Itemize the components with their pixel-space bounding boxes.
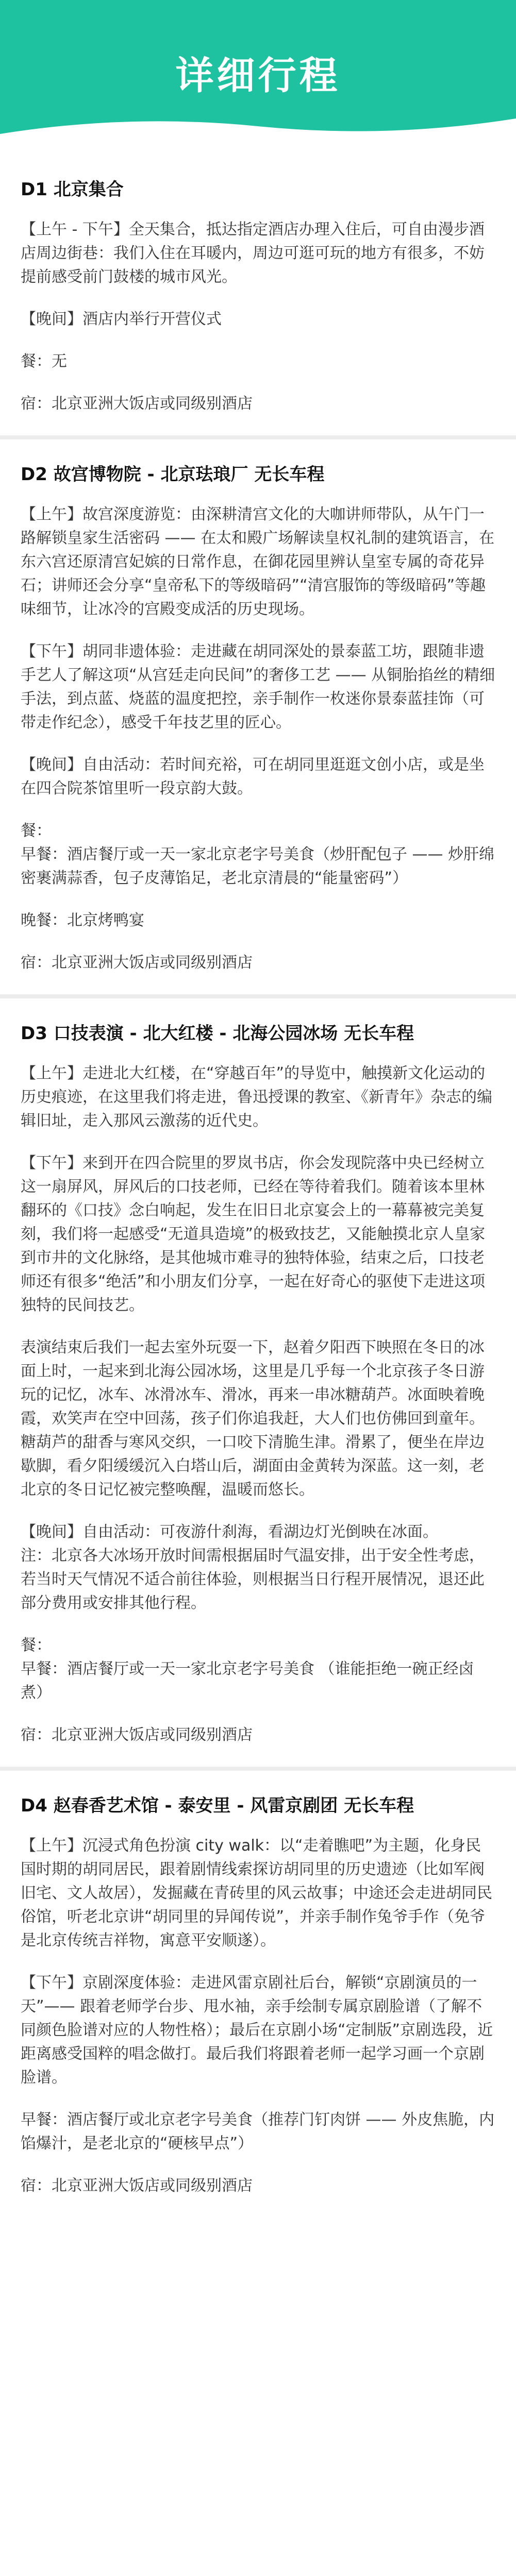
day-paragraph: 【晚间】自由活动：可夜游什刹海，看湖边灯光倒映在冰面。 注：北京各大冰场开放时间需根据届时气温安排，出于安全性考虑，若当时天气情况不适合前往体验，则根据当日行程开展情况，退还此部分费用或安排其他行程。 <box>21 1523 485 1612</box>
day-paragraph: 表演结束后我们一起去室外玩耍一下，赵着夕阳西下映照在冬日的冰面上时，一起来到北海公园冰场，这里是几乎每一个北京孩子冬日游玩的记忆，冰车、冰滑冰车、滑冰，再来一串冰糖葫芦。冰面映着晚霞，欢笑声在空中回荡，孩子们你追我赶，大人们也仿佛回到童年。糖葫芦的甜香与寒风交织，一口咬下清脆生津。滑累了，便坐在岸边歇脚，看夕阳缓缓沉入白塔山后，湖面由金黄转为深蓝。这一刻，老北京的冬日记忆被完整唤醒，温暖而悠长。 <box>21 1338 485 1499</box>
day-paragraph: 【晚间】自由活动：若时间充裕，可在胡同里逛逛文创小店，或是坐在四合院茶馆里听一段京韵大鼓。 <box>21 756 485 798</box>
day-paragraph: 【下午】京剧深度体验：走进风雷京剧社后台，解锁“京剧演员的一天”—— 跟着老师学台步、甩水袖，亲手绘制专属京剧脸谱（了解不同颜色脸谱对应的人物性格）；最后在京剧小场“定制版”京剧选段，近距离感受国粹的唱念做打。最后我们将跟着老师一起学习画一个京剧脸谱。 <box>21 1974 493 2087</box>
day-paragraph: 晚餐：北京烤鸭宴 <box>21 911 144 929</box>
page-header <box>0 0 516 155</box>
day-paragraph: 【上午】沉浸式角色扮演 city walk：以“走着瞧吧”为主题，化身民国时期的胡同居民，跟着剧情线索探访胡同里的历史遗迹（比如军阀旧宅、文人故居），发掘藏在青砖里的风云故事；中途还会走进胡同民俗馆，听老北京讲“胡同里的异闻传说”，并亲手制作兔爷手作（免爷是北京传统吉祥物，寓意平安顺遂）。 <box>21 1837 492 1950</box>
day-paragraph: 【上午 - 下午】全天集合，抵达指定酒店办理入住后，可自由漫步酒店周边街巷：我们入住在耳暖内，周边可逛可玩的地方有很多，不妨提前感受前门鼓楼的城市风光。 <box>21 221 485 286</box>
day-paragraph: 【上午】故宫深度游览：由深耕清宫文化的大咖讲师带队，从午门一路解锁皇家生活密码 —— 在太和殿广场解读皇权礼制的建筑语言，在东六宫还原清宫妃嫔的日常作息，在御花园里辨认皇室专属的奇花异石；讲师还会分享“皇帝私下的等级暗码”“清宫服饰的等级暗码”等趣味细节，让冰冷的宫殿变成活的历史现场。 <box>21 505 495 618</box>
day-heading: D1 北京集合 <box>21 179 124 200</box>
day-section-4 <box>21 1791 495 2198</box>
itinerary-content <box>0 155 516 2198</box>
day-paragraph: 餐： 早餐：酒店餐厅或一天一家北京老字号美食（炒肝配包子 —— 炒肝绵密裹满蒜香，包子皮薄馅足，老北京清晨的“能量密码”） <box>21 822 495 887</box>
day-paragraph: 餐：无 <box>21 352 67 370</box>
section-divider <box>0 435 516 439</box>
day-paragraph: 宿：北京亚洲大饭店或同级别酒店 <box>21 395 253 413</box>
day-paragraph: 宿：北京亚洲大饭店或同级别酒店 <box>21 954 253 972</box>
day-paragraph: 餐： 早餐：酒店餐厅或一天一家北京老字号美食 （谁能拒绝一碗正经卤煮） <box>21 1636 474 1702</box>
day-section-3 <box>21 1019 495 1747</box>
day-heading: D2 故宫博物院 - 北京珐琅厂 无长车程 <box>21 464 325 485</box>
page-title: 详细行程 <box>175 54 341 98</box>
day-paragraph: 【晚间】酒店内举行开营仪式 <box>21 310 222 328</box>
section-divider <box>0 994 516 998</box>
day-paragraph: 【上午】走进北大红楼，在“穿越百年”的导览中，触摸新文化运动的历史痕迹，在这里我们将走进，鲁迅授课的教室、《新青年》杂志的编辑旧址，走入那风云激荡的近代史。 <box>21 1064 492 1130</box>
day-section-2 <box>21 460 495 975</box>
day-section-1 <box>21 175 495 416</box>
day-heading: D3 口技表演 - 北大红楼 - 北海公园冰场 无长车程 <box>21 1023 414 1044</box>
day-paragraph: 【下午】来到开在四合院里的罗岚书店，你会发现院落中央已经树立这一扇屏风，屏风后的口技老师，已经在等待着我们。随着该本里林翻环的《口技》念白响起，发生在旧日北京宴会上的一幕幕被完美复刻，我们将一起感受“无道具造境”的极致技艺，又能触摸北京人皇家到市井的文化脉络，是其他城市难寻的独特体验，结束之后，口技老师还有很多“绝活”和小朋友们分享，一起在好奇心的驱使下走进这项独特的民间技艺。 <box>21 1154 486 1314</box>
day-paragraph: 早餐：酒店餐厅或北京老字号美食（推荐门钉肉饼 —— 外皮焦脆，内馅爆汁，是老北京的“硬核早点”） <box>21 2111 495 2153</box>
section-divider <box>0 1767 516 1771</box>
day-paragraph: 宿：北京亚洲大饭店或同级别酒店 <box>21 1726 253 1744</box>
header-wave-decoration <box>0 98 516 155</box>
day-paragraph: 宿：北京亚洲大饭店或同级别酒店 <box>21 2177 253 2195</box>
day-paragraph: 【下午】胡同非遗体验：走进藏在胡同深处的景泰蓝工坊，跟随非遗手艺人了解这项“从宫廷走向民间”的奢侈工艺 —— 从铜胎掐丝的精细手法，到点蓝、烧蓝的温度把控，亲手制作一枚迷你景泰蓝挂饰（可带走作纪念），感受千年技艺里的匠心。 <box>21 642 495 732</box>
day-heading: D4 赵春香艺术馆 - 泰安里 - 风雷京剧团 无长车程 <box>21 1795 414 1816</box>
